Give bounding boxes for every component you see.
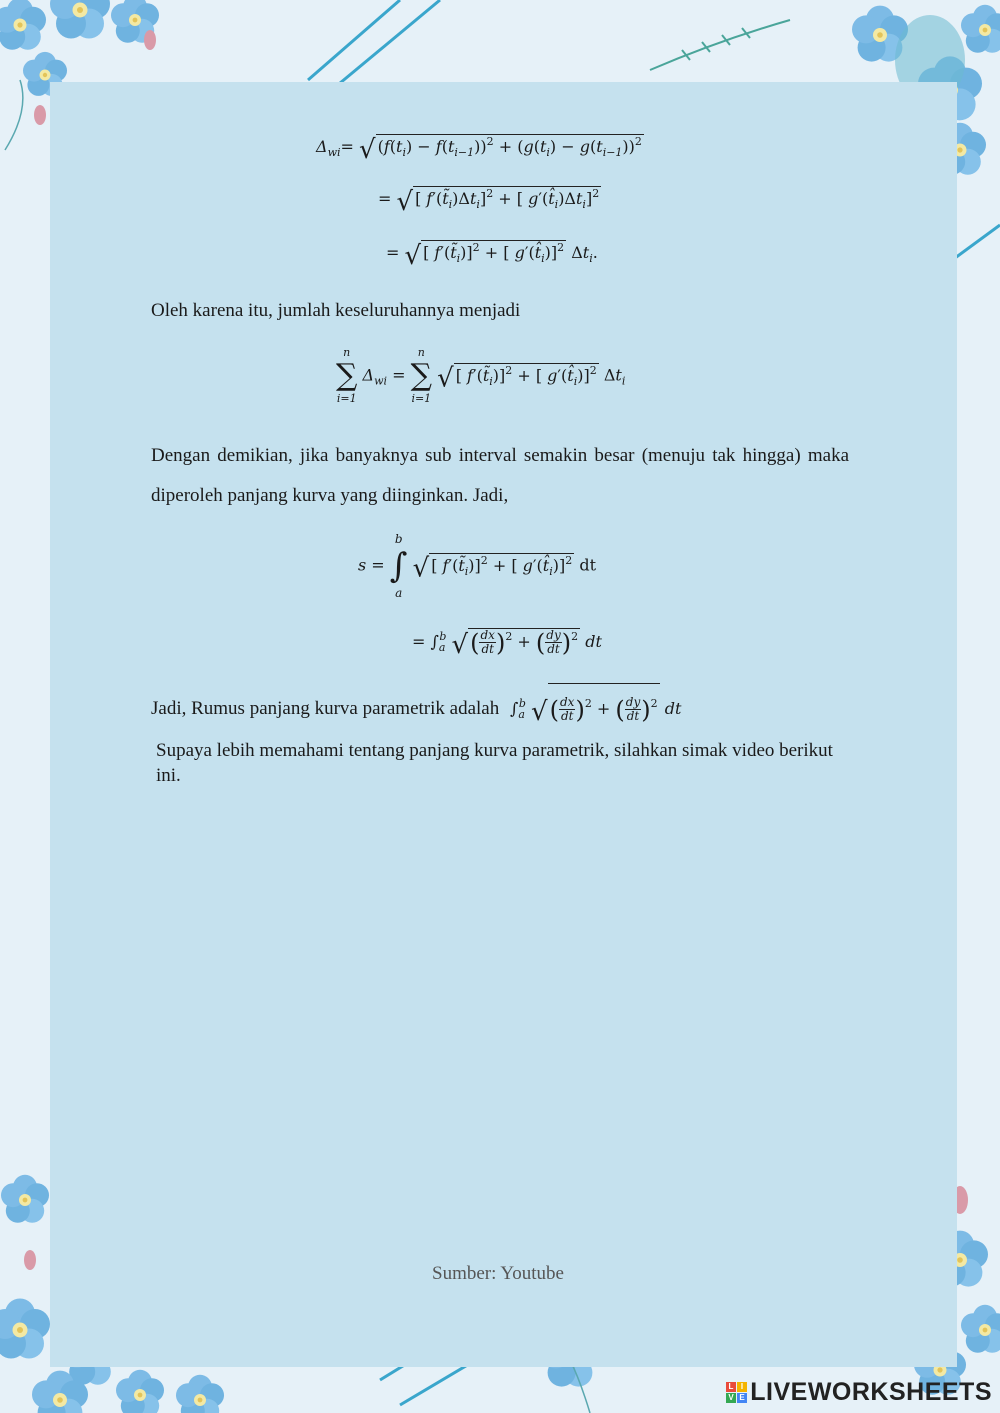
formula-inline: $\int_a^b$ √( $\frac{dx}{dt}$ )$^2$ + ( $\frac{dy}{dt}$ )$^2$ dt xyxy=(510,699,681,718)
formula-delta-w-line3: = √ [ $f'(t̃_i)]^2$ + [ $g'(t̂_i)]^2$ $\Delta t_i$. xyxy=(386,241,598,271)
paragraph-3 xyxy=(151,683,681,735)
liveworksheets-wordmark: LIVEWORKSHEETS xyxy=(750,1378,992,1406)
formula-delta-w-line2: = √ [ $f'(t̃_i)\Delta t_i]^2$ + [ $g'(t̂_i)\Delta t_i]^2$ xyxy=(378,187,600,217)
formula-delta-w-line1: $\Delta_{wi}=$ √ $(f(t_i) - f(t_{i-1}))^2 + (g(t_i) - g(t_{i-1}))^2$ xyxy=(316,135,642,165)
paragraph-4: Supaya lebih memahami tentang panjang kurva parametrik, silahkan simak video berikut ini. xyxy=(156,740,833,786)
formula-integral-line1: s = b ∫ a √ [ $f'(t̃_i)]^2$ + [ $g'(t̂_i)]^2$ dt xyxy=(358,532,597,600)
formula-integral-line2: = $\int_a^b$ √( $\frac{dx}{dt}$ )$^2$ + ( $\frac{dy}{dt}$ )$^2$ dt xyxy=(412,628,602,660)
liveworksheets-logo-icon: L I V E xyxy=(726,1382,747,1403)
paragraph-1: Oleh karena itu, jumlah keseluruhannya menjadi xyxy=(151,300,521,321)
paragraph-2: Dengan demikian, jika banyaknya sub interval semakin besar (menuju tak hingga) maka diperoleh panjang kurva yang diinginkan. Jadi, xyxy=(151,445,849,506)
source-caption: Sumber: Youtube xyxy=(432,1263,564,1284)
formula-sum: n ∑ i=1 $\Delta_{wi}$ = n ∑ i=1 √ [ $f'(t̃_i)]^2$ + [ $g'(t̂_i)]^2$ $\Delta t_i$ xyxy=(336,346,626,405)
liveworksheets-logo[interactable] xyxy=(726,1378,992,1407)
paragraph-3-text: Jadi, Rumus panjang kurva parametrik adalah xyxy=(151,698,500,719)
